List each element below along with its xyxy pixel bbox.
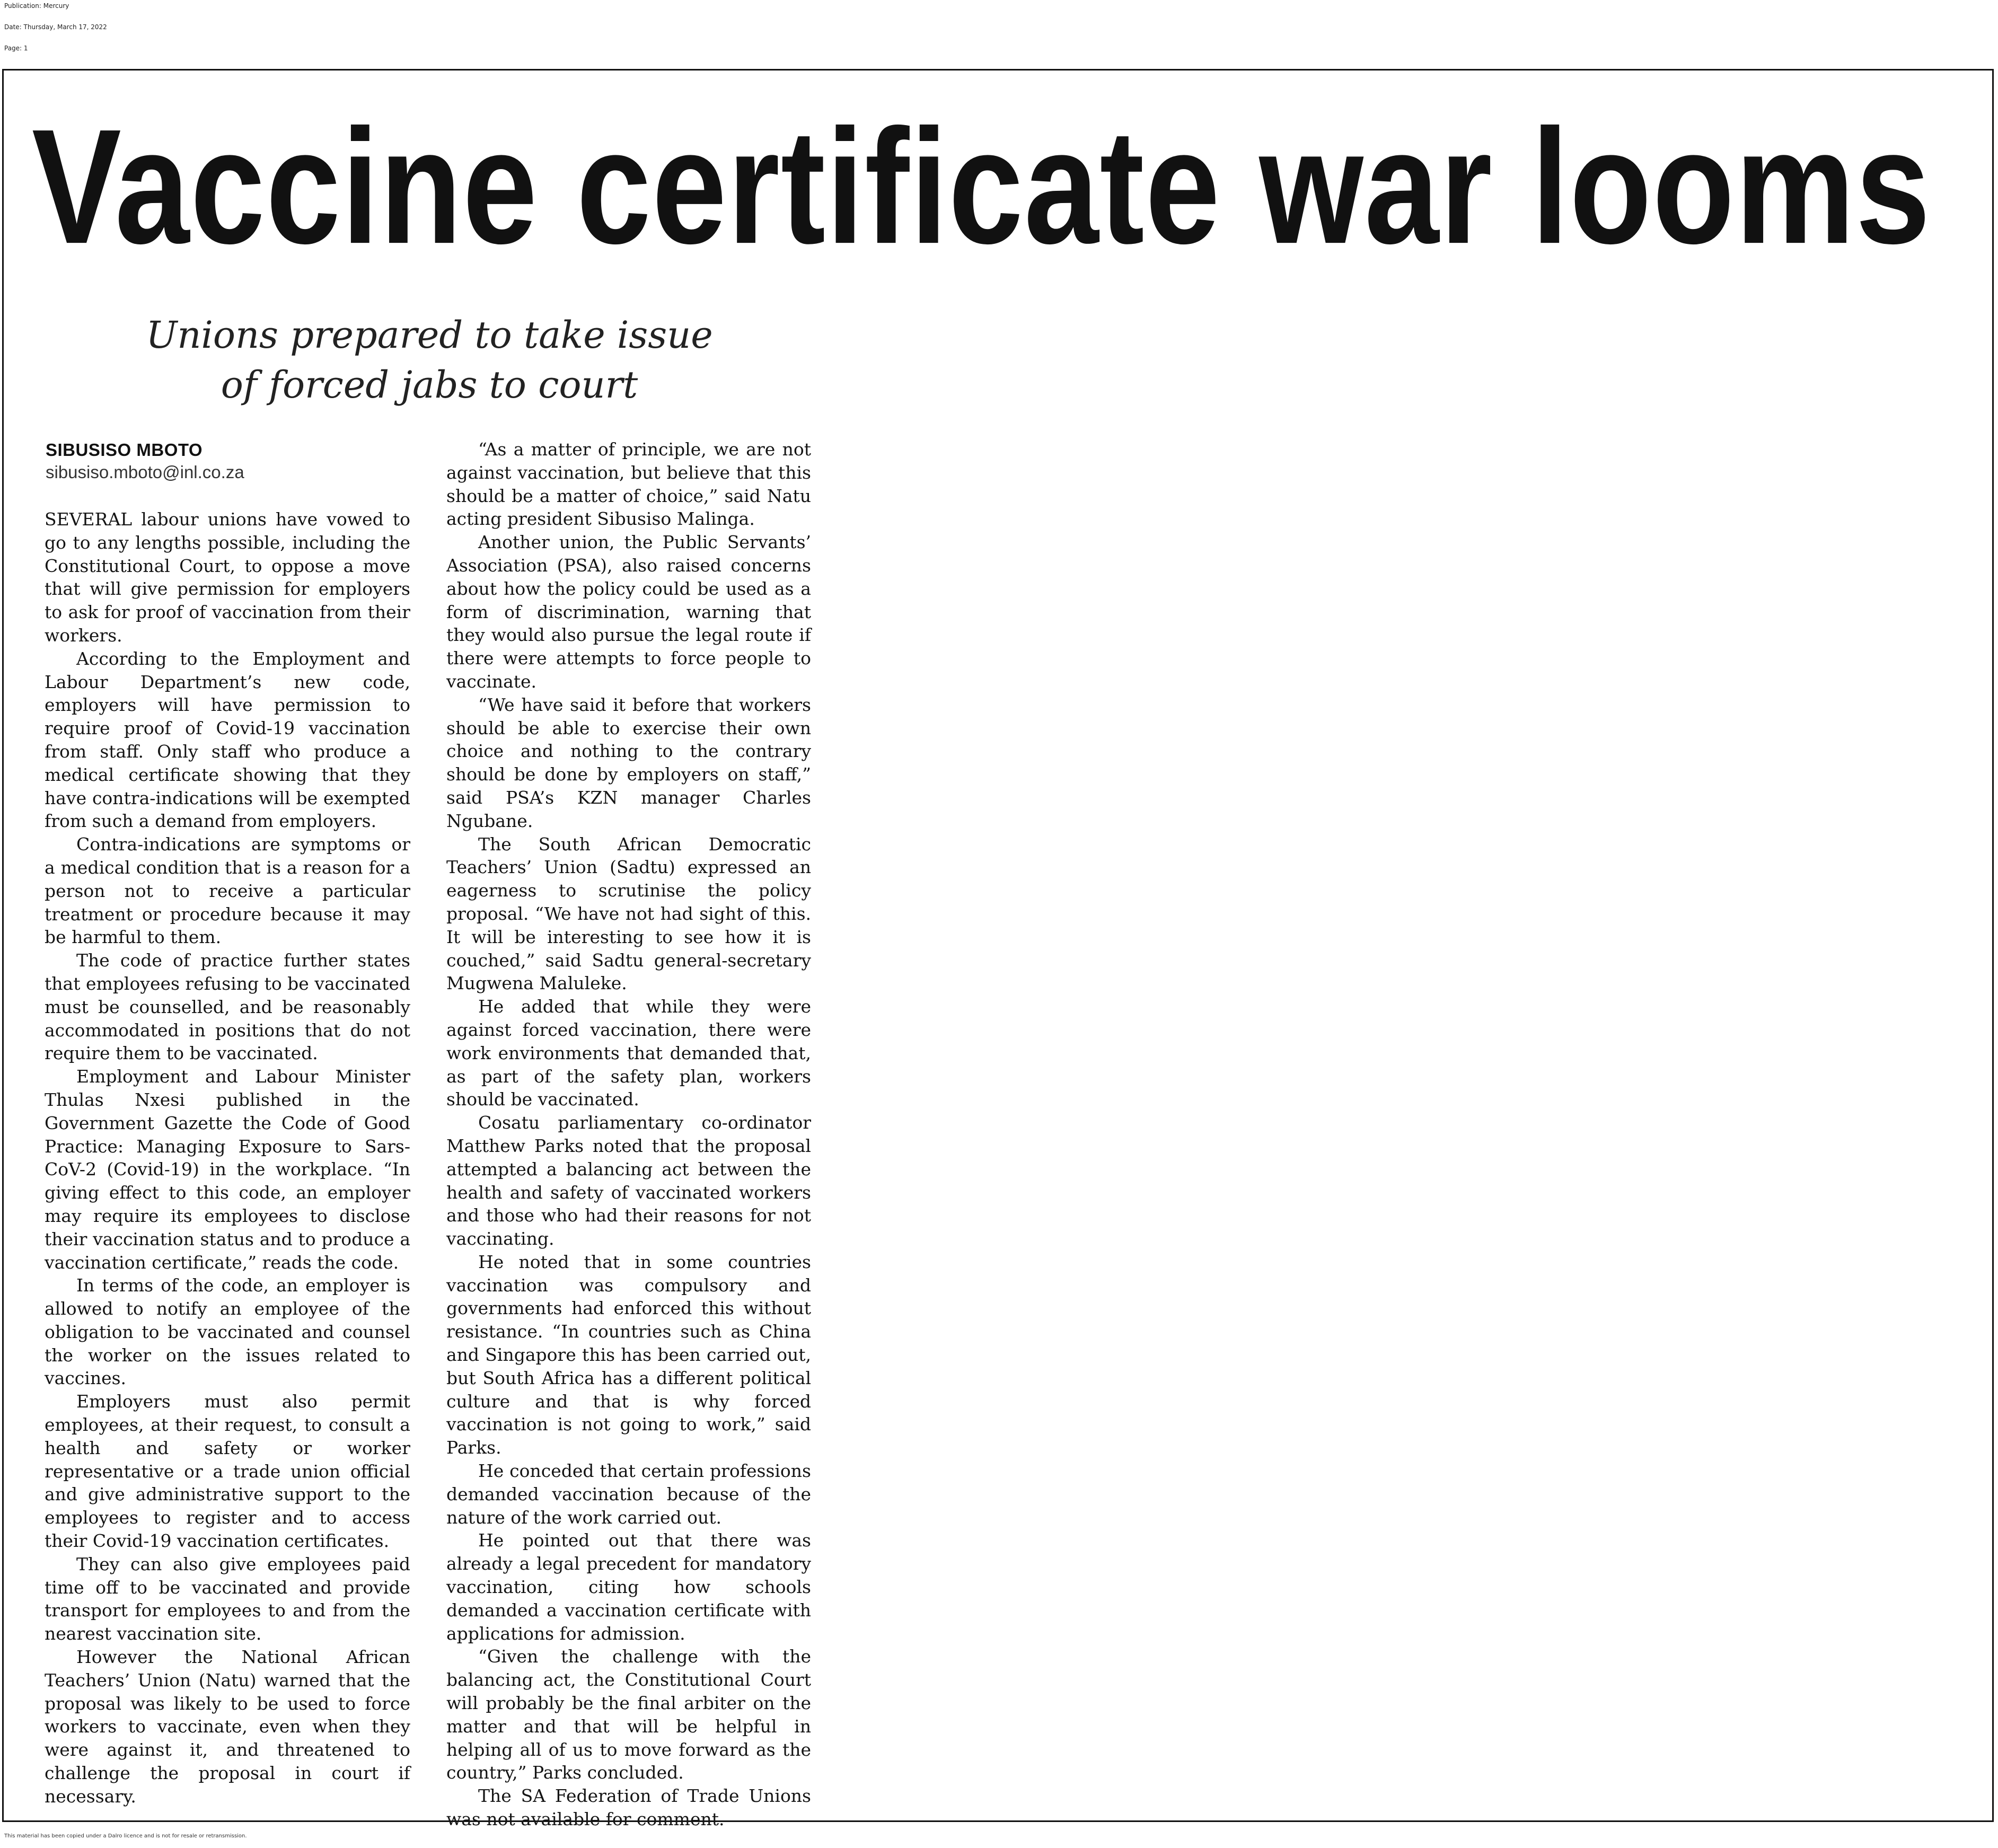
paragraph: He conceded that certain professions demanded vaccination because of the nature of the work carried out. xyxy=(446,1460,811,1528)
deck-line-2: of forced jabs to court xyxy=(221,363,638,407)
paragraph: “We have said it before that workers should be able to exercise their own choice and nothing to the contrary should be done by employers on staff,” said PSA’s KZN manager Charles Ngubane. xyxy=(446,694,811,831)
publication-label: Publication: Mercury xyxy=(4,2,69,10)
paragraph: He noted that in some countries vaccination was compulsory and governments had enforced this without resistance. “In countries such as China and Singapore this has been carried out, but South Africa has a different political culture and that is why forced vaccination is not going to work,” said Parks. xyxy=(446,1251,811,1458)
paragraph: SEVERAL labour unions have vowed to go to any lengths possible, including the Constitutional Court, to oppose a move that will give permission for employers to ask for proof of vaccination from their workers. xyxy=(45,509,410,646)
byline xyxy=(46,439,244,483)
paragraph: The code of practice further states that employees refusing to be vaccinated must be counselled, and be reasonably accommodated in positions that do not require them to be vaccinated. xyxy=(45,950,411,1064)
copyright-note: This material has been copied under a Dalro licence and is not for resale or retransmission. xyxy=(4,1833,247,1839)
paragraph: “As a matter of principle, we are not against vaccination, but believe that this should be a matter of choice,” said Natu acting president Sibusiso Malinga. xyxy=(446,439,811,530)
paragraph: Another union, the Public Servants’ Association (PSA), also raised concerns about how the policy could be used as a form of discrimination, warning that they would also pursue the legal route if there were attempts to force people to vaccinate. xyxy=(446,532,811,692)
paragraph: “Given the challenge with the balancing act, the Constitutional Court will probably be the final arbiter on the matter and that will be helpful in helping all of us to move forward as the country,” Parks concluded. xyxy=(446,1646,811,1783)
paragraph: The South African Democratic Teachers’ Union (Sadtu) expressed an eagerness to scrutinise the policy proposal. “We have not had sight of this. It will be interesting to see how it is couched,” said Sadtu general-secretary Mugwena Maluleke. xyxy=(446,833,811,994)
article-deck xyxy=(64,310,795,410)
deck-line-1: Unions prepared to take issue xyxy=(146,313,713,357)
article-column-1 xyxy=(45,508,410,1808)
paragraph: He added that while they were against forced vaccination, there were work environments that demanded that, as part of the safety plan, workers should be vaccinated. xyxy=(446,996,811,1110)
paragraph: He pointed out that there was already a legal precedent for mandatory vaccination, citing how schools demanded a vaccination certificate with applications for admission. xyxy=(446,1530,811,1644)
paragraph: The SA Federation of Trade Unions was not available for comment. xyxy=(446,1785,811,1830)
paragraph: However the National African Teachers’ Union (Natu) warned that the proposal was likely to be used to force workers to vaccinate, even when they were against it, and threatened to challenge the proposal in court if necessary. xyxy=(45,1647,410,1807)
paragraph: According to the Employment and Labour Department’s new code, employers will have permission to require proof of Covid-19 vaccination from staff. Only staff who produce a medical certificate showing that they have contra-indications will be exempted from such a demand from employers. xyxy=(45,648,410,832)
paragraph: In terms of the code, an employer is allowed to notify an employee of the obligation to be vaccinated and counsel the worker on the issues related to vaccines. xyxy=(45,1275,410,1389)
paragraph: Contra-indications are symptoms or a medical condition that is a reason for a person not to receive a particular treatment or procedure because it may be harmful to them. xyxy=(45,834,410,948)
byline-email: sibusiso.mboto@inl.co.za xyxy=(46,462,244,482)
date-label: Date: Thursday, March 17, 2022 xyxy=(4,23,107,31)
page-label: Page: 1 xyxy=(4,45,28,52)
paragraph: Employment and Labour Minister Thulas Nxesi published in the Government Gazette the Code of Good Practice: Managing Exposure to Sars-CoV-2 (Covid-19) in the workplace. “In giving effect to this code, an employer may require its employees to disclose their vaccination status and to produce a vaccination certificate,” reads the code. xyxy=(45,1066,410,1273)
paragraph: Cosatu parliamentary co-ordinator Matthew Parks noted that the proposal attempted a balancing act between the health and safety of vaccinated workers and those who had their reasons for not vaccinating. xyxy=(446,1112,811,1249)
article-headline: Vaccine certificate war looms xyxy=(32,95,1932,278)
paragraph: Employers must also permit employees, at their request, to consult a health and safety or worker representative or a trade union official and give administrative support to the employees to register and to access their Covid-19 vaccination certificates. xyxy=(45,1391,410,1552)
article-column-2 xyxy=(446,438,811,1831)
byline-author: SIBUSISO MBOTO xyxy=(46,440,203,460)
paragraph: They can also give employees paid time off to be vaccinated and provide transport for employees to and from the nearest vaccination site. xyxy=(45,1553,410,1644)
